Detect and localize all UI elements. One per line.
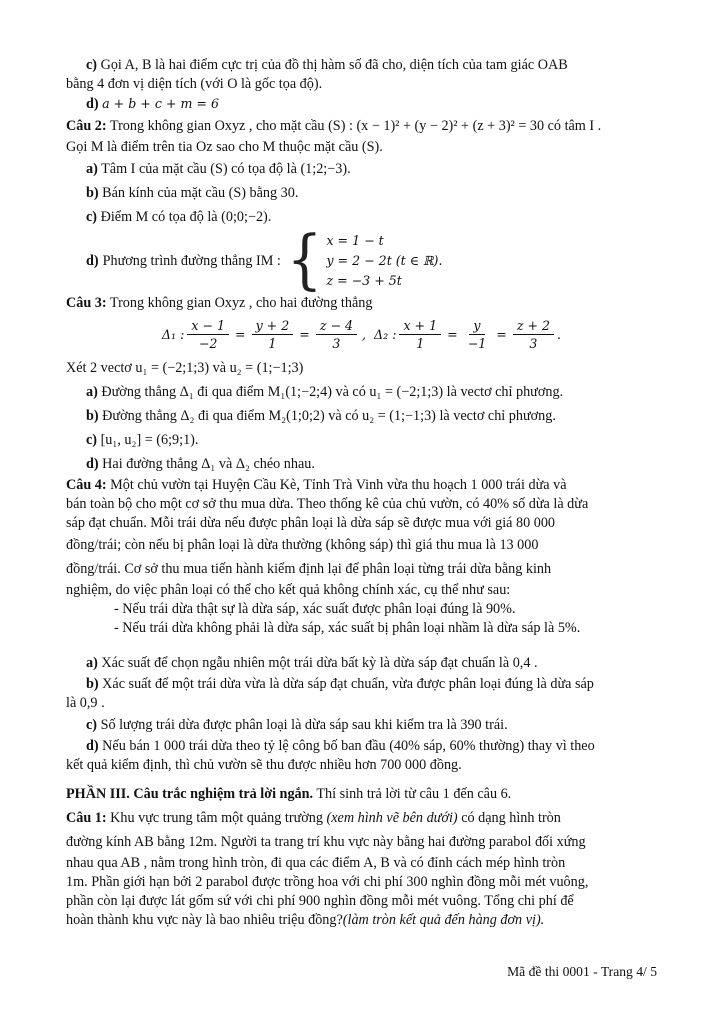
q2-b: [66, 181, 657, 205]
q3-f1-den: −2: [198, 336, 218, 351]
q3-f1: [187, 317, 229, 352]
q4-c-label: c): [86, 717, 98, 733]
q3-vec-line: Xét 2 vectơ u₁ = (−2;1;3) và u₂ = (1;−1;3): [66, 360, 304, 376]
part3-title: PHẦN III. Câu trắc nghiệm trả lời ngắn.: [66, 786, 314, 802]
q1-c-text: Gọi A, B là hai điểm cực trị của đồ thị hàm số đã cho, diện tích của tam giác OAB: [100, 57, 568, 73]
q3-c: [66, 428, 657, 452]
q3-g1-den: 1: [416, 336, 425, 351]
q4-bullet1: - Nếu trái dừa thật sự là dừa sáp, xác suất được phân loại đúng là 90%.: [114, 601, 516, 617]
q3-sep: ,: [362, 327, 367, 342]
q4-line2: bán toàn bộ cho một cơ sở thu mua dừa. Theo thống kê của chủ vườn, có 40% số dừa là dừa: [66, 496, 589, 512]
q3-g2: [464, 317, 491, 352]
q4-c: [66, 713, 657, 737]
q3-d-label: d): [86, 456, 99, 472]
q3-lines: [66, 317, 657, 352]
q3-delta2: Δ₂ :: [374, 327, 397, 342]
system-brace: {: [286, 223, 323, 298]
q3-c-text: [u₁, u₂] = (6;9;1).: [100, 432, 199, 448]
q2-c: [66, 205, 657, 229]
q3-g3-den: 3: [529, 336, 538, 351]
p3q1-line1a: Khu vực trung tâm một quảng trường: [110, 810, 323, 826]
q3-g3-num: z + 2: [513, 317, 554, 335]
spacer: [66, 775, 657, 782]
q3-a-label: a): [86, 384, 98, 400]
p3q1-line5: phần còn lại được lát gốm sứ với chi phí 900 nghìn đồng mỗi mét vuông. Tổng chi phí để: [66, 893, 574, 909]
q2-c-label: c): [86, 209, 98, 225]
q4-line3: sáp đạt chuẩn. Mỗi trái dừa nếu được phân loại là dừa sáp sẽ được mua với giá 80 000: [66, 515, 556, 531]
q1-c-label: c): [86, 57, 98, 73]
q3-f1-num: x − 1: [187, 317, 229, 335]
q3-eq-sign: =: [496, 327, 507, 342]
q1-d: [66, 94, 657, 114]
q4-b-text: Xác suất để một trái dừa vừa là dừa sáp đạt chuẩn, vừa được phân loại đúng là dừa sáp: [102, 676, 594, 692]
q2-a-label: a): [86, 161, 98, 177]
part3-heading: [66, 782, 657, 806]
q3-b-text: Đường thẳng Δ₂ đi qua điểm M₂(1;0;2) và có u₂ = (1;−1;3) là vectơ chỉ phương.: [102, 408, 556, 424]
q3-b-label: b): [86, 408, 99, 424]
q2-b-label: b): [86, 185, 99, 201]
q3-f3-den: 3: [332, 336, 341, 351]
q2-a-text: Tâm I của mặt cầu (S) có tọa độ là (1;2;−3).: [101, 161, 351, 177]
q2-line1: [66, 114, 657, 138]
q2-intro: Trong không gian Oxyz , cho mặt cầu (S) : (x − 1)² + (y − 2)² + (z + 3)² = 30 có tâm I .: [109, 118, 602, 134]
q1-c-cont: bằng 4 đơn vị diện tích (với O là gốc tọa độ).: [66, 76, 323, 92]
p3q1-line1: [66, 806, 657, 830]
q3-g3: [513, 317, 554, 352]
q2-d-text: Phương trình đường thẳng IM :: [102, 252, 281, 269]
q4-b-label: b): [86, 676, 99, 692]
q2-label: Câu 2:: [66, 118, 107, 134]
q2-d-system: [326, 231, 442, 291]
p3q1-line6a: hoàn thành khu vực này là bao nhiêu triệu đồng?: [66, 912, 343, 928]
p3q1-line3: nhau qua AB , nằm trong hình tròn, đi qua các điểm A, B và có đỉnh cách mép hình tròn: [66, 855, 566, 871]
q3-c-label: c): [86, 432, 98, 448]
q3-eq-sign: =: [235, 327, 246, 342]
q3-eq-sign: =: [447, 327, 458, 342]
p3q1-line1b: (xem hình vẽ bên dưới): [326, 810, 458, 826]
q1-d-label: d): [86, 96, 99, 112]
q3-f2-den: 1: [268, 336, 277, 351]
q4-d-text: Nếu bán 1 000 trái dừa theo tỷ lệ công bố ban đầu (40% sáp, 60% thường) thay vì theo: [102, 738, 595, 754]
q2-d-row3: z = −3 + 5t: [326, 273, 402, 288]
p3q1-line6b: (làm tròn kết quả đến hàng đơn vị).: [342, 912, 545, 928]
q2-d: [66, 223, 657, 298]
q4-line6: nghiệm, do việc phân loại có thể cho kết quả không chính xác, cụ thể như sau:: [66, 582, 511, 598]
q3-line1: [66, 291, 657, 315]
q3-f3-num: z − 4: [316, 317, 357, 335]
q3-g2-num: y: [469, 317, 484, 335]
p3q1-line4: 1m. Phần giới hạn bởi 2 parabol được trồng hoa với chi phí 300 nghìn đồng mỗi mét vuông,: [66, 874, 589, 890]
p3q1-line2: đường kính AB bằng 12m. Người ta trang trí khu vực này bằng hai đường parabol đối xứng: [66, 834, 586, 850]
q4-d: [66, 737, 657, 756]
q2-line2: Gọi M là điểm trên tia Oz sao cho M thuộc mặt cầu (S).: [66, 139, 383, 155]
q1-d-text: a + b + c + m = 6: [102, 96, 219, 111]
q3-f2: [252, 317, 294, 352]
q3-f3: [316, 317, 357, 352]
page-footer: Mã đề thi 0001 - Trang 4/ 5: [507, 964, 657, 979]
p3q1-label: Câu 1:: [66, 810, 107, 826]
p3q1-line1c: có dạng hình tròn: [461, 810, 561, 826]
q4-b: [66, 675, 657, 694]
q4-d-label: d): [86, 738, 99, 754]
q4-line1-text: Một chủ vườn tại Huyện Cầu Kè, Tỉnh Trà Vinh vừa thu hoạch 1 000 trái dừa và: [110, 477, 567, 493]
q2-d-row2: y = 2 − 2t (t ∈ ℝ).: [326, 253, 443, 268]
q4-bullet2: - Nếu trái dừa không phải là dừa sáp, xác suất bị phân loại nhầm là dừa sáp là 5%.: [114, 620, 581, 636]
q4-a: [66, 651, 657, 675]
q3-d: [66, 452, 657, 476]
q4-line1: [66, 476, 657, 495]
q3-b: [66, 404, 657, 428]
q4-label: Câu 4:: [66, 477, 107, 493]
q3-end: .: [557, 327, 562, 342]
q3-a: [66, 380, 657, 404]
q1-c: [66, 56, 657, 75]
q3-intro: Trong không gian Oxyz , cho hai đường thẳng: [109, 295, 373, 311]
part3-instructions: Thí sinh trả lời từ câu 1 đến câu 6.: [316, 786, 512, 802]
p3q1-line6: [66, 911, 657, 930]
q4-a-text: Xác suất để chọn ngẫu nhiên một trái dừa bất kỳ là dừa sáp đạt chuẩn là 0,4 .: [101, 655, 538, 671]
q3-label: Câu 3:: [66, 295, 107, 311]
q4-line5: đồng/trái. Cơ sở thu mua tiến hành kiểm định lại để phân loại từng trái dừa bằng kinh: [66, 561, 552, 577]
q2-d-row1: x = 1 − t: [326, 233, 384, 248]
q3-delta1: Δ₁ :: [161, 327, 185, 342]
q3-g1: [399, 317, 441, 352]
q4-a-label: a): [86, 655, 98, 671]
q2-a: [66, 157, 657, 181]
q4-d-cont: kết quả kiểm định, thì chủ vườn sẽ thu được nhiều hơn 700 000 đồng.: [66, 757, 462, 773]
q3-a-text: Đường thẳng Δ₁ đi qua điểm M₁(1;−2;4) và có u₁ = (−2;1;3) là vectơ chỉ phương.: [101, 384, 564, 400]
q4-c-text: Số lượng trái dừa được phân loại là dừa sáp sau khi kiểm tra là 390 trái.: [100, 717, 508, 733]
q2-b-text: Bán kính của mặt cầu (S) bằng 30.: [102, 185, 299, 201]
q3-g1-num: x + 1: [399, 317, 441, 335]
q3-f2-num: y + 2: [252, 317, 294, 335]
q2-d-label: d): [86, 252, 99, 269]
q3-eq-sign: =: [299, 327, 310, 342]
q2-c-text: Điểm M có tọa độ là (0;0;−2).: [100, 209, 272, 225]
spacer: [66, 638, 657, 651]
q3-g2-den: −1: [467, 336, 487, 351]
q4-line4: đồng/trái; còn nếu bị phân loại là dừa thường (không sáp) thì giá thu mua là 13 000: [66, 537, 539, 553]
q4-b-cont: là 0,9 .: [66, 695, 105, 711]
q3-d-text: Hai đường thẳng Δ₁ và Δ₂ chéo nhau.: [102, 456, 315, 472]
